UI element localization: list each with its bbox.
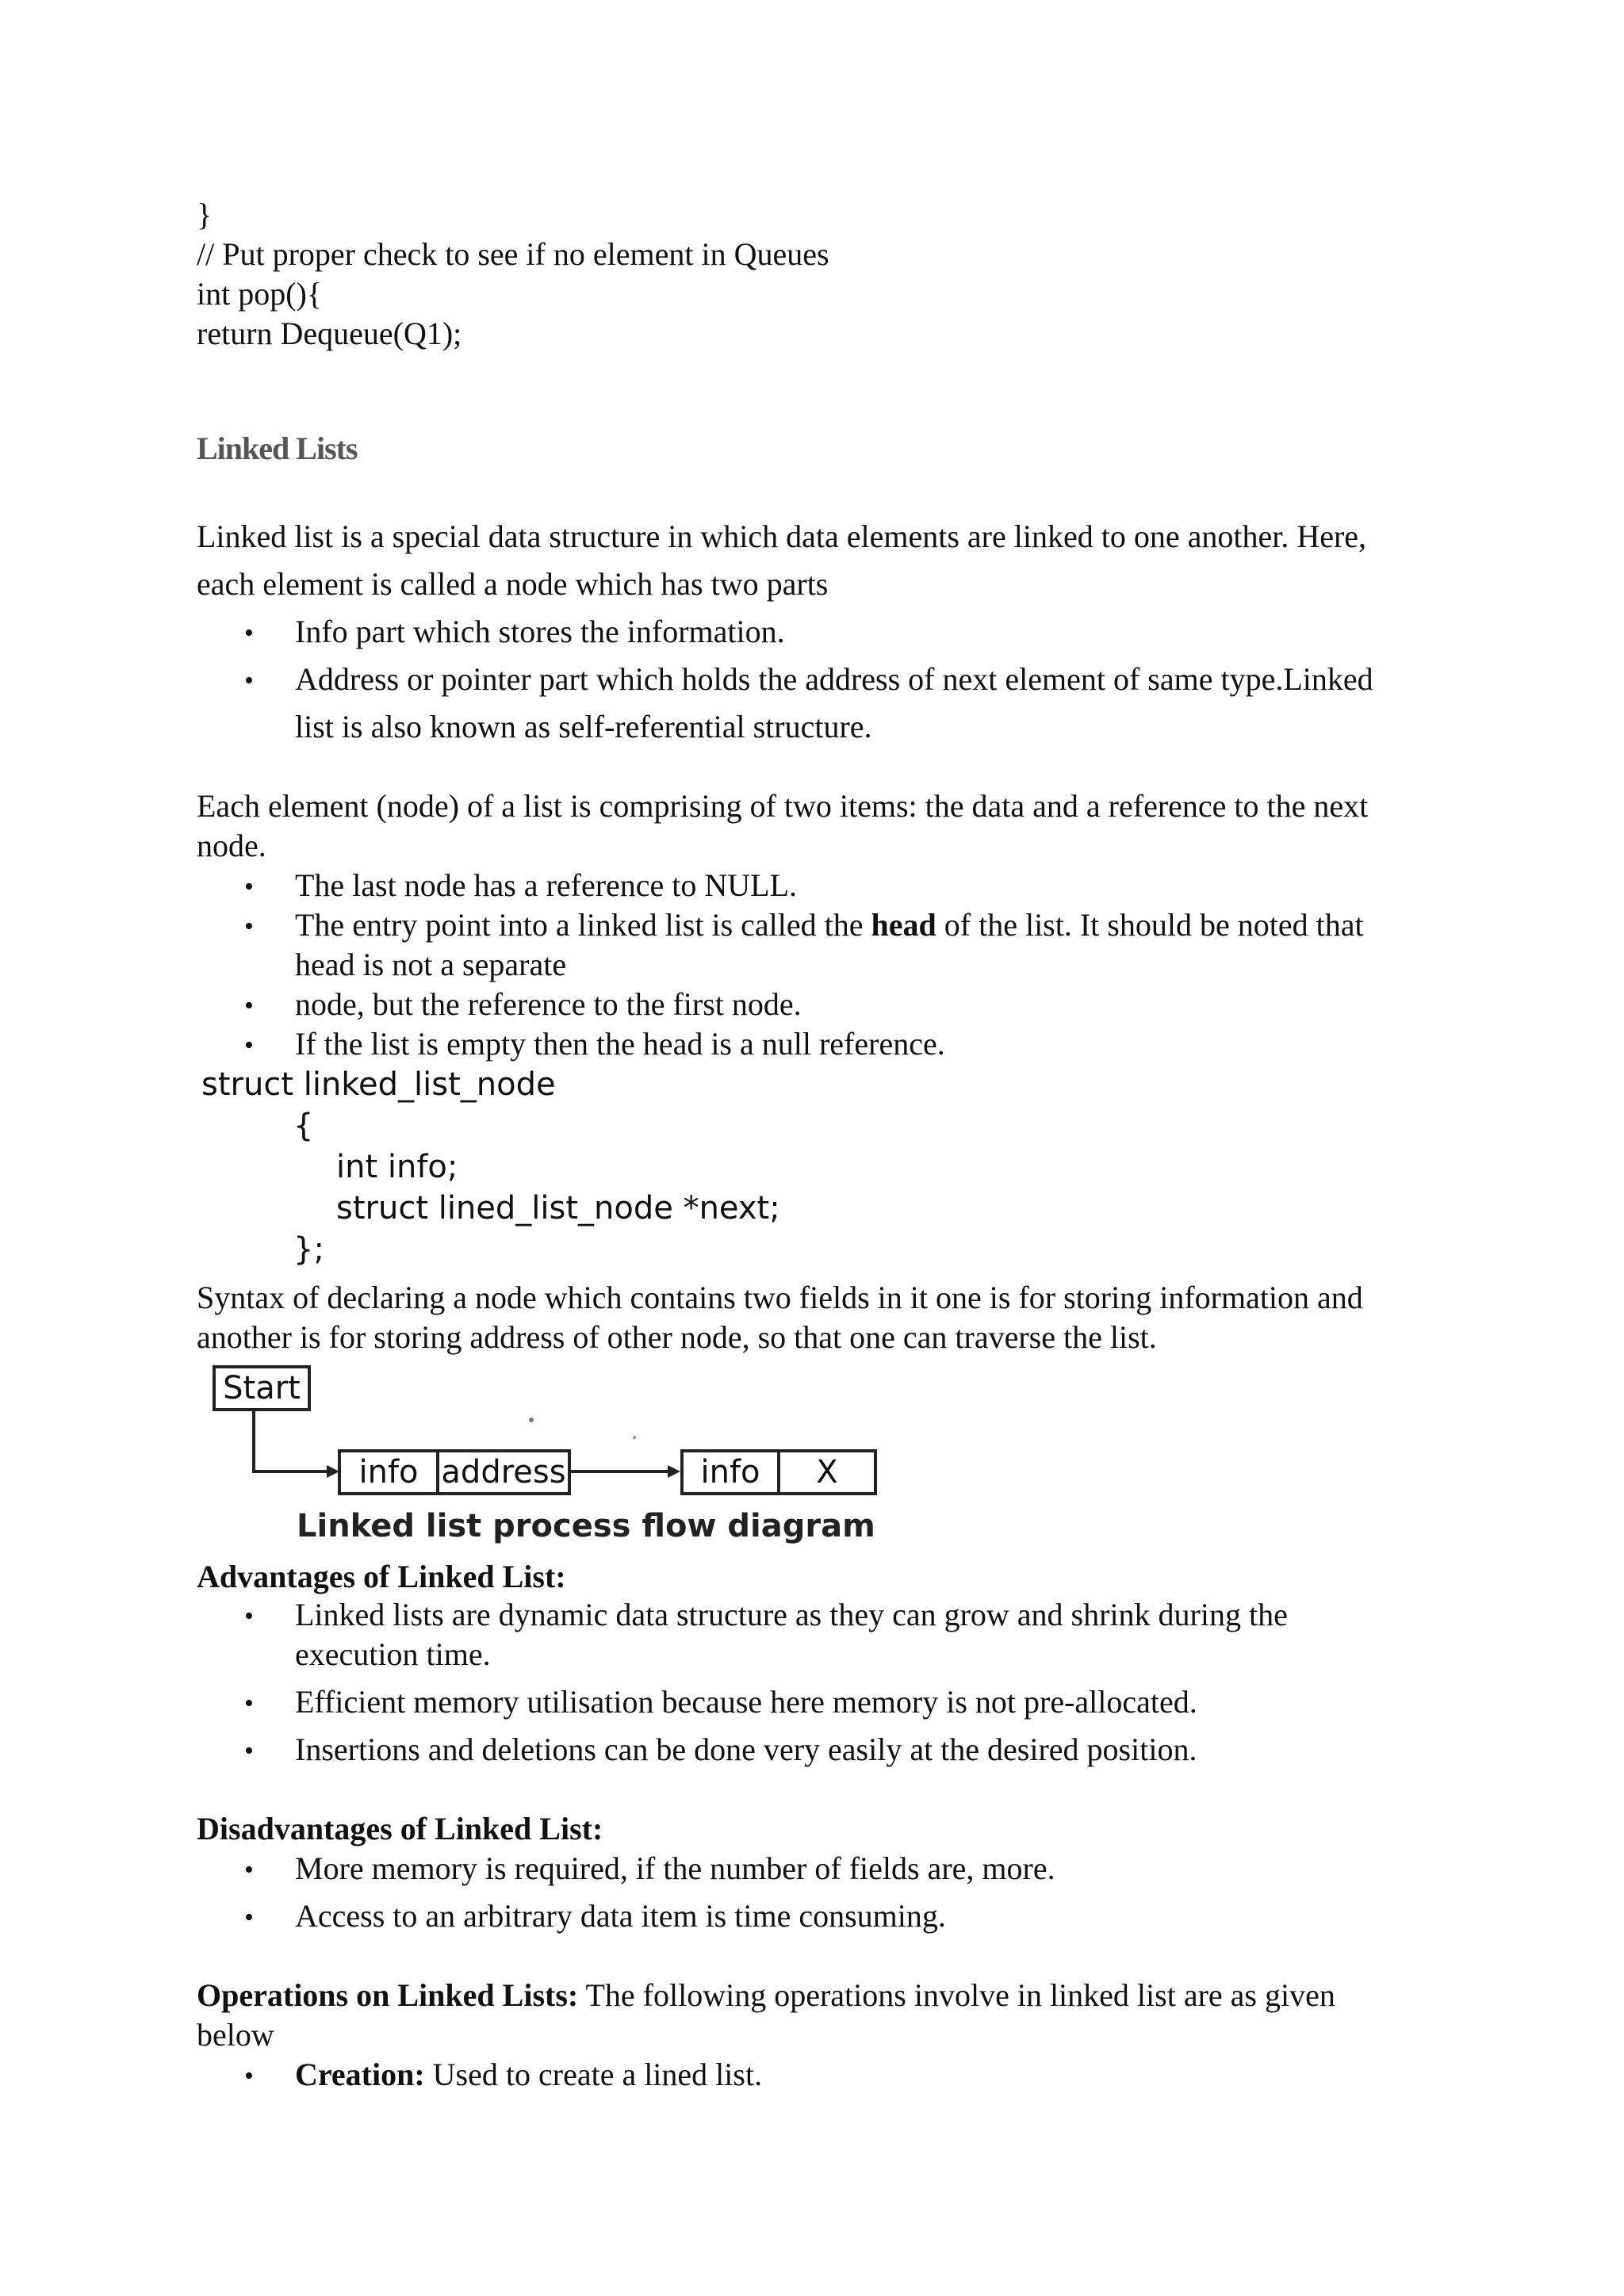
bullet-glyph: •: [244, 2061, 254, 2091]
struct-code-line-5: };: [293, 1231, 324, 1268]
advantage-insertions: Insertions and deletions can be done very easily at the desired position.: [295, 1732, 1197, 1767]
struct-code-line-1: struct linked_list_node: [201, 1066, 556, 1103]
advantage-dynamic-line-2: execution time.: [295, 1636, 491, 1672]
node-point-empty: If the list is empty then the head is a null reference.: [295, 1026, 945, 1062]
intro-line-1: Linked list is a special data structure in which data elements are linked to one another. Here,: [197, 519, 1367, 554]
diagram-node2-null: X: [777, 1449, 877, 1495]
syntax-desc-line-2: another is for storing address of other node, so that one can traverse the list.: [197, 1319, 1157, 1355]
bullet-glyph: •: [244, 1689, 254, 1718]
node-point-null: The last node has a reference to NULL.: [295, 867, 798, 903]
bullet-glyph: •: [244, 912, 254, 941]
node-point-reference: node, but the reference to the first node.: [295, 986, 802, 1022]
bullet-glyph: •: [244, 618, 254, 648]
disadvantage-memory: More memory is required, if the number of fields are, more.: [295, 1850, 1055, 1886]
part-info: Info part which stores the information.: [295, 614, 785, 649]
bullet-glyph: •: [244, 872, 254, 901]
advantage-memory: Efficient memory utilisation because here memory is not pre-allocated.: [295, 1684, 1197, 1720]
bullet-glyph: •: [244, 1031, 254, 1060]
disadvantages-heading: Disadvantages of Linked List:: [197, 1811, 603, 1846]
advantage-dynamic-line-1: Linked lists are dynamic data structure as they can grow and shrink during the: [295, 1597, 1288, 1632]
bullet-glyph: •: [244, 1855, 254, 1885]
part-address-line-2: list is also known as self-referential structure.: [295, 709, 872, 744]
diagram-node1-address: address: [436, 1449, 571, 1495]
bullet-glyph: •: [244, 991, 254, 1020]
diagram-caption: Linked list process flow diagram: [297, 1508, 875, 1544]
part-address-line-1: Address or pointer part which holds the address of next element of same type.Linked: [295, 661, 1373, 697]
code-comment: // Put proper check to see if no element in Queues: [197, 236, 829, 272]
advantages-heading: Advantages of Linked List:: [197, 1559, 566, 1594]
diagram-node1-info: info: [338, 1449, 439, 1495]
operation-creation: Creation: Used to create a lined list.: [295, 2057, 763, 2092]
intro-line-2: each element is called a node which has two parts: [197, 566, 829, 602]
struct-code-line-3: int info;: [336, 1149, 458, 1185]
bullet-glyph: •: [244, 1601, 254, 1631]
operations-intro-line-2: below: [197, 2017, 274, 2053]
bullet-glyph: •: [244, 1903, 254, 1932]
node-desc-line-1: Each element (node) of a list is comprising of two items: the data and a reference to the next: [197, 788, 1369, 824]
diagram-start-box: Start: [213, 1365, 311, 1411]
struct-code-line-4: struct lined_list_node *next;: [336, 1190, 780, 1226]
bullet-glyph: •: [244, 1736, 254, 1766]
node-point-head-line-2: head is not a separate: [295, 947, 567, 982]
code-closing-brace: }: [197, 197, 213, 232]
syntax-desc-line-1: Syntax of declaring a node which contains two fields in it one is for storing information and: [197, 1280, 1363, 1315]
operations-intro: Operations on Linked Lists: The following operations involve in linked list are as given: [197, 1977, 1335, 2013]
node-point-head: The entry point into a linked list is called the head of the list. It should be noted that: [295, 907, 1364, 943]
code-pop-signature: int pop(){: [197, 276, 323, 312]
diagram-node2-info: info: [680, 1449, 780, 1495]
code-return-line: return Dequeue(Q1);: [197, 316, 462, 351]
bullet-glyph: •: [244, 666, 254, 695]
node-desc-line-2: node.: [197, 828, 266, 863]
struct-code-line-2: {: [293, 1108, 314, 1144]
disadvantage-access: Access to an arbitrary data item is time consuming.: [295, 1898, 946, 1934]
section-heading: Linked Lists: [197, 430, 358, 466]
